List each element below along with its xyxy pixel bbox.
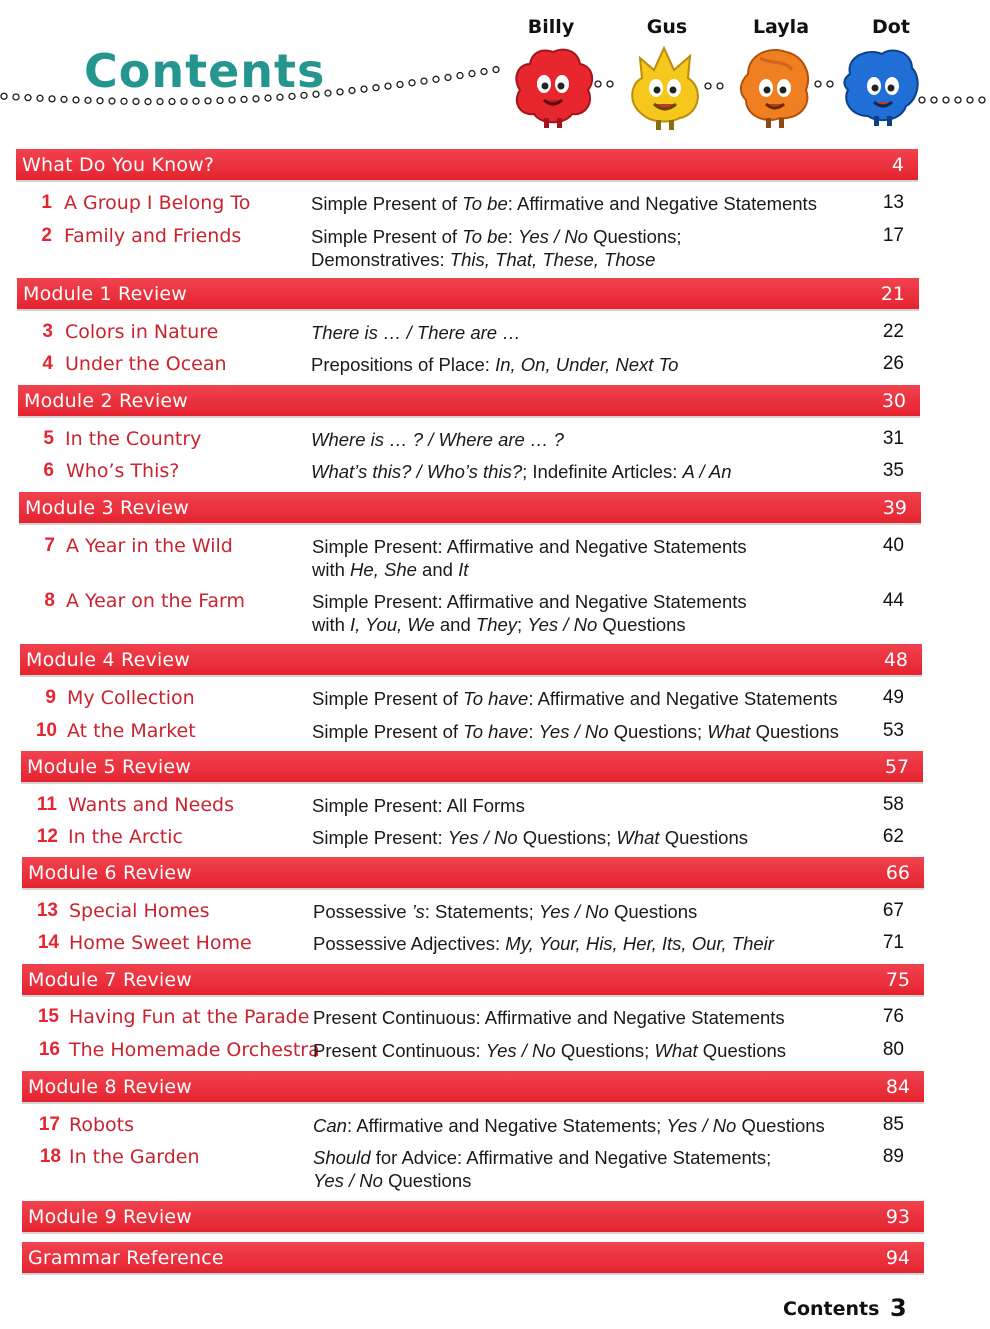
unit-page-number: 76 xyxy=(882,1006,904,1027)
grammar-text: Questions xyxy=(659,827,749,848)
unit-grammar-focus xyxy=(311,428,871,451)
grammar-italic-text: Yes / No xyxy=(538,901,609,922)
unit-title: In the Arctic xyxy=(68,826,183,848)
grammar-italic-text: To have xyxy=(463,721,529,742)
unit-number: 18 xyxy=(39,1146,61,1167)
section-page-number: 94 xyxy=(885,1247,910,1269)
section-bar xyxy=(19,492,921,525)
grammar-text: Simple Present: xyxy=(312,827,448,848)
character-name-layla: Layla xyxy=(752,16,810,38)
page-title: Contents xyxy=(84,44,326,98)
section-page-number: 93 xyxy=(885,1206,910,1228)
unit-page-number: 85 xyxy=(882,1114,904,1135)
unit-grammar-focus xyxy=(312,720,872,743)
grammar-italic-text: To be xyxy=(462,226,508,247)
grammar-italic-text: My, Your, His, Her, Its, Our, Their xyxy=(505,933,774,954)
section-title: Module 2 Review xyxy=(24,390,189,412)
section-title: Module 9 Review xyxy=(28,1206,193,1228)
grammar-italic-text: What xyxy=(654,1040,698,1061)
unit-title: Home Sweet Home xyxy=(69,932,252,954)
section-title: Module 7 Review xyxy=(28,969,193,991)
section-bar xyxy=(22,964,924,997)
unit-title: Wants and Needs xyxy=(68,794,234,816)
grammar-text: Simple Present of xyxy=(312,688,464,709)
unit-title: Colors in Nature xyxy=(65,321,219,343)
unit-grammar-focus xyxy=(312,826,872,849)
grammar-italic-text: They xyxy=(475,614,518,635)
unit-grammar-focus xyxy=(311,225,871,271)
unit-number: 2 xyxy=(41,225,52,246)
grammar-text: Questions xyxy=(750,721,839,742)
unit-number: 11 xyxy=(36,794,57,815)
unit-grammar-focus xyxy=(313,1114,873,1137)
grammar-text: Present Continuous: xyxy=(313,1040,486,1061)
unit-number: 13 xyxy=(36,900,58,921)
unit-grammar-focus xyxy=(312,687,872,710)
grammar-italic-text: Yes / No xyxy=(666,1115,737,1136)
grammar-italic-text: Can xyxy=(313,1115,347,1136)
grammar-text: Questions; xyxy=(555,1040,655,1061)
unit-number: 5 xyxy=(43,428,54,449)
grammar-italic-text: Yes / No xyxy=(518,226,588,247)
grammar-text: Simple Present of xyxy=(312,721,464,742)
unit-title: Who’s This? xyxy=(66,460,180,482)
unit-page-number: 13 xyxy=(882,192,904,213)
grammar-text: Questions; xyxy=(517,827,617,848)
unit-grammar-focus xyxy=(311,192,871,215)
grammar-text: : xyxy=(507,226,519,247)
unit-number: 10 xyxy=(35,720,57,741)
unit-number: 17 xyxy=(38,1114,60,1135)
billy-character-icon xyxy=(508,44,598,134)
grammar-italic-text: What xyxy=(616,827,660,848)
grammar-italic-text: What xyxy=(707,721,751,742)
unit-title: Robots xyxy=(69,1114,135,1136)
grammar-text: Questions xyxy=(736,1115,825,1136)
grammar-italic-text: He, She xyxy=(350,559,417,580)
unit-page-number: 62 xyxy=(882,826,904,847)
unit-title: Under the Ocean xyxy=(65,353,227,375)
grammar-text: Present Continuous: Affirmative and Negative Statements xyxy=(313,1007,785,1028)
unit-page-number: 49 xyxy=(882,687,904,708)
unit-number: 6 xyxy=(43,460,54,481)
dot-character-icon xyxy=(836,44,926,134)
unit-page-number: 31 xyxy=(882,428,904,449)
grammar-text: Questions; xyxy=(587,226,682,247)
unit-grammar-focus xyxy=(312,794,872,817)
unit-number: 16 xyxy=(38,1039,60,1060)
grammar-italic-text: Yes / No xyxy=(447,827,518,848)
unit-number: 3 xyxy=(42,321,53,342)
unit-page-number: 67 xyxy=(882,900,904,921)
grammar-text: : Affirmative and Negative Statements xyxy=(528,688,838,709)
grammar-text: Questions xyxy=(608,901,698,922)
grammar-italic-text: To be xyxy=(462,193,508,214)
grammar-italic-text: This, That, These, Those xyxy=(449,249,656,270)
grammar-italic-text: To have xyxy=(463,688,529,709)
grammar-text: ; xyxy=(517,614,528,635)
layla-character-icon xyxy=(730,44,820,134)
section-title: Module 5 Review xyxy=(27,756,192,778)
unit-page-number: 80 xyxy=(882,1039,904,1060)
grammar-italic-text: Yes / No xyxy=(313,1170,383,1191)
unit-title: Special Homes xyxy=(69,900,210,922)
grammar-text: Possessive xyxy=(313,901,412,922)
grammar-italic-text: What’s this? / Who’s this? xyxy=(311,461,523,482)
unit-page-number: 22 xyxy=(882,321,904,342)
grammar-italic-text: There is … / There are … xyxy=(311,322,521,343)
footer-label: Contents xyxy=(783,1298,880,1320)
unit-number: 7 xyxy=(44,535,55,556)
unit-page-number: 71 xyxy=(882,932,904,953)
unit-grammar-focus xyxy=(313,932,873,955)
unit-grammar-focus xyxy=(312,535,872,581)
unit-page-number: 58 xyxy=(882,794,904,815)
grammar-text: Questions xyxy=(597,614,686,635)
grammar-text: Simple Present: Affirmative and Negative Statements xyxy=(312,591,747,612)
section-page-number: 66 xyxy=(885,862,910,884)
section-bar xyxy=(22,1242,924,1275)
grammar-text: Simple Present of xyxy=(311,226,463,247)
unit-grammar-focus xyxy=(311,460,871,483)
grammar-text: and xyxy=(434,614,476,635)
unit-number: 12 xyxy=(36,826,58,847)
unit-title: In the Garden xyxy=(69,1146,200,1168)
section-bar xyxy=(17,278,919,311)
grammar-text: : Affirmative and Negative Statements xyxy=(507,193,817,214)
grammar-italic-text: Yes / No xyxy=(527,614,598,635)
unit-title: Having Fun at the Parade xyxy=(69,1006,310,1028)
unit-page-number: 35 xyxy=(882,460,904,481)
gus-character-icon xyxy=(620,44,710,134)
grammar-italic-text: In, On, Under, Next To xyxy=(495,354,679,375)
section-title: Grammar Reference xyxy=(28,1247,224,1269)
grammar-text: Questions; xyxy=(608,721,708,742)
grammar-text: and xyxy=(416,559,459,580)
grammar-text: Prepositions of Place: xyxy=(311,354,496,375)
unit-grammar-focus xyxy=(313,1006,873,1029)
grammar-text: : Statements; xyxy=(424,901,539,922)
section-page-number: 21 xyxy=(880,283,905,305)
section-title: What Do You Know? xyxy=(22,154,215,176)
unit-number: 4 xyxy=(42,353,53,374)
section-bar xyxy=(22,857,924,890)
grammar-italic-text: Should xyxy=(313,1147,371,1168)
unit-number: 15 xyxy=(37,1006,59,1027)
section-title: Module 6 Review xyxy=(28,862,193,884)
section-page-number: 75 xyxy=(885,969,910,991)
grammar-text: Questions xyxy=(382,1170,472,1191)
unit-grammar-focus xyxy=(311,321,871,344)
grammar-text: for Advice: Affirmative and Negative Statements; xyxy=(370,1147,772,1168)
section-bar xyxy=(18,385,920,418)
grammar-text: : xyxy=(528,721,539,742)
section-title: Module 4 Review xyxy=(26,649,191,671)
grammar-text: Simple Present: Affirmative and Negative Statements xyxy=(312,536,747,557)
section-bar xyxy=(22,1201,924,1234)
unit-page-number: 44 xyxy=(882,590,904,611)
grammar-italic-text: Where is … ? / Where are … ? xyxy=(311,429,564,450)
grammar-text: Simple Present of xyxy=(311,193,463,214)
unit-title: A Group I Belong To xyxy=(64,192,251,214)
unit-title: Family and Friends xyxy=(64,225,242,247)
grammar-text: Questions xyxy=(697,1040,787,1061)
section-page-number: 4 xyxy=(891,154,904,176)
grammar-text: Simple Present: All Forms xyxy=(312,795,525,816)
unit-grammar-focus xyxy=(311,353,871,376)
grammar-italic-text: It xyxy=(458,559,469,580)
unit-page-number: 53 xyxy=(882,720,904,741)
grammar-text: Demonstratives: xyxy=(311,249,450,270)
section-bar xyxy=(21,751,923,784)
unit-number: 14 xyxy=(37,932,59,953)
unit-grammar-focus xyxy=(312,590,872,636)
grammar-text: : Affirmative and Negative Statements; xyxy=(346,1115,667,1136)
unit-page-number: 17 xyxy=(882,225,904,246)
character-name-dot: Dot xyxy=(872,16,910,38)
section-page-number: 30 xyxy=(881,390,906,412)
unit-title: The Homemade Orchestra xyxy=(69,1039,320,1061)
character-name-billy: Billy xyxy=(527,16,575,38)
section-title: Module 1 Review xyxy=(23,283,188,305)
unit-number: 9 xyxy=(45,687,56,708)
grammar-text: Possessive Adjectives: xyxy=(313,933,506,954)
section-bar xyxy=(20,644,922,677)
footer-page-number: 3 xyxy=(890,1294,907,1322)
grammar-italic-text: Yes / No xyxy=(485,1040,556,1061)
unit-page-number: 26 xyxy=(882,353,904,374)
unit-grammar-focus xyxy=(313,900,873,923)
grammar-italic-text: I, You, We xyxy=(350,614,435,635)
grammar-text: with xyxy=(312,559,351,580)
grammar-italic-text: A / An xyxy=(682,461,732,482)
unit-title: My Collection xyxy=(67,687,195,709)
unit-grammar-focus xyxy=(313,1039,873,1062)
section-page-number: 84 xyxy=(885,1076,910,1098)
unit-page-number: 89 xyxy=(882,1146,904,1167)
grammar-text: with xyxy=(312,614,351,635)
unit-number: 8 xyxy=(44,590,55,611)
section-page-number: 39 xyxy=(882,497,907,519)
grammar-text: ; Indefinite Articles: xyxy=(522,461,683,482)
unit-title: A Year in the Wild xyxy=(66,535,233,557)
section-page-number: 48 xyxy=(883,649,908,671)
section-title: Module 3 Review xyxy=(25,497,190,519)
unit-page-number: 40 xyxy=(882,535,904,556)
unit-number: 1 xyxy=(41,192,52,213)
grammar-italic-text: Yes / No xyxy=(538,721,609,742)
unit-grammar-focus xyxy=(313,1146,873,1192)
grammar-italic-text: ’s xyxy=(411,901,425,922)
unit-title: A Year on the Farm xyxy=(66,590,246,612)
character-name-gus: Gus xyxy=(646,16,688,38)
unit-title: At the Market xyxy=(67,720,196,742)
section-title: Module 8 Review xyxy=(28,1076,193,1098)
section-bar xyxy=(22,1071,924,1104)
unit-title: In the Country xyxy=(65,428,202,450)
section-bar xyxy=(16,149,918,182)
section-page-number: 57 xyxy=(884,756,909,778)
